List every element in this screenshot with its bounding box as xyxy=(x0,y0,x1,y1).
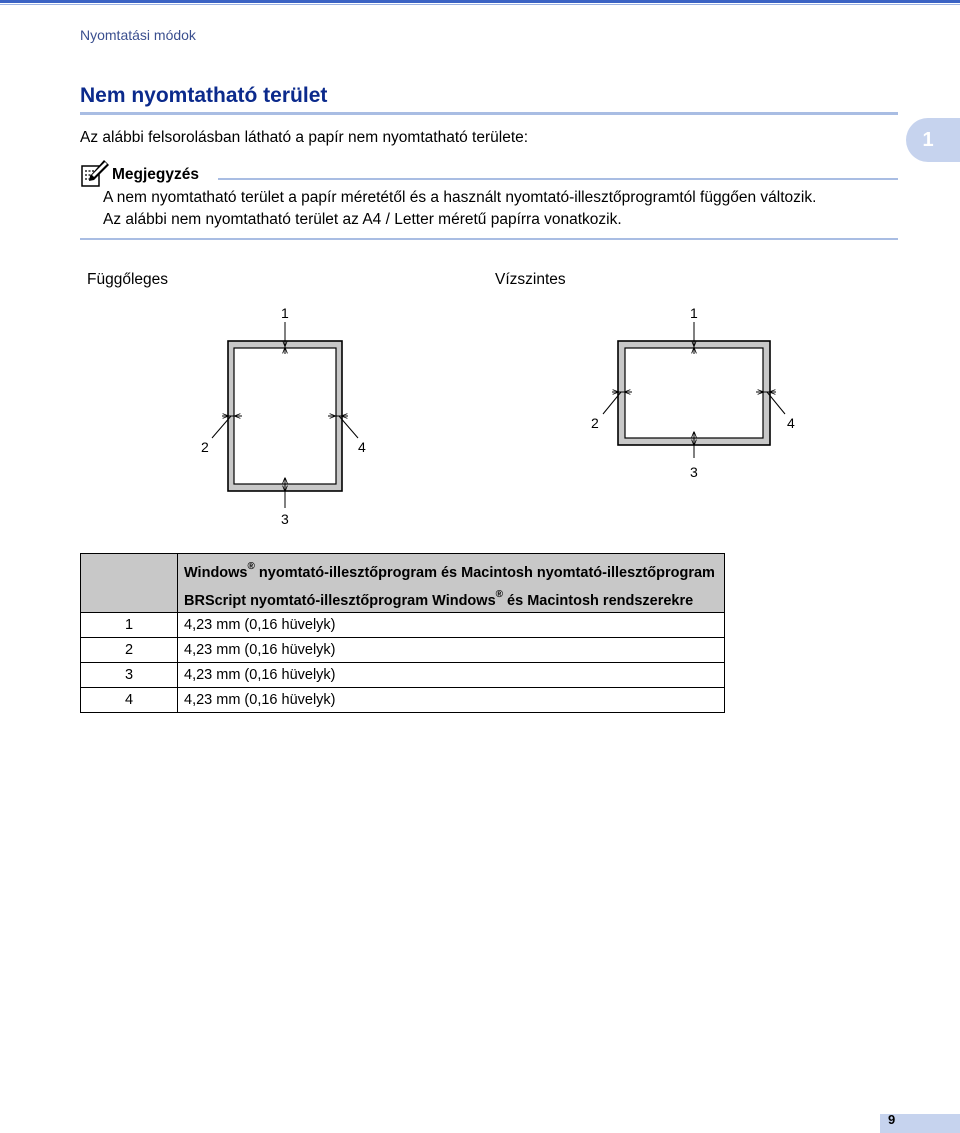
section-title: Nem nyomtatható terület xyxy=(80,84,328,107)
table-row-number: 4 xyxy=(81,687,178,712)
landscape-callout-2: 2 xyxy=(591,415,599,431)
portrait-label: Függőleges xyxy=(87,271,169,288)
table-row xyxy=(81,662,725,687)
table-header-row xyxy=(81,554,725,613)
table-row-number: 3 xyxy=(81,662,178,687)
table-row-value: 4,23 mm (0,16 hüvelyk) xyxy=(178,662,725,687)
table-header-driver-2: BRScript nyomtató-illesztőprogram Windows® és Macintosh rendszerekre xyxy=(184,588,694,609)
landscape-page xyxy=(618,341,770,445)
page-number: 9 xyxy=(888,1112,896,1127)
intro-text: Az alábbi felsorolásban látható a papír nem nyomtatható területe: xyxy=(80,129,529,146)
note-title: Megjegyzés xyxy=(112,166,200,183)
portrait-callout-2: 2 xyxy=(201,439,209,455)
table-row-value: 4,23 mm (0,16 hüvelyk) xyxy=(178,637,725,662)
table-row-number: 1 xyxy=(81,612,178,637)
table-row xyxy=(81,612,725,637)
portrait-callout-4: 4 xyxy=(358,439,366,455)
table-row xyxy=(81,687,725,712)
landscape-callout-4: 4 xyxy=(787,415,795,431)
table-row-value: 4,23 mm (0,16 hüvelyk) xyxy=(178,687,725,712)
table-header-driver-1: Windows® nyomtató-illesztőprogram és Macintosh nyomtató-illesztőprogram xyxy=(184,561,715,581)
table-header-empty-cell xyxy=(81,554,178,613)
portrait-page xyxy=(228,341,342,491)
unprintable-area-table xyxy=(80,553,725,713)
table-row xyxy=(81,637,725,662)
landscape-label: Vízszintes xyxy=(495,271,566,288)
portrait-callout-3: 3 xyxy=(281,511,289,527)
landscape-callout-3: 3 xyxy=(690,464,698,480)
table-row-value: 4,23 mm (0,16 hüvelyk) xyxy=(178,612,725,637)
portrait-callout-1: 1 xyxy=(281,305,289,321)
note-text-line-1: A nem nyomtatható terület a papír méretétől és a használt nyomtató-illesztőprogramtól függően változik. xyxy=(103,189,817,206)
table-row-number: 2 xyxy=(81,637,178,662)
table-header-cell xyxy=(178,554,725,613)
margin-diagram xyxy=(0,0,960,540)
running-header: Nyomtatási módok xyxy=(80,27,196,43)
note-text-line-2: Az alábbi nem nyomtatható terület az A4 / Letter méretű papírra vonatkozik. xyxy=(103,211,622,228)
chapter-number: 1 xyxy=(922,128,934,151)
landscape-callout-1: 1 xyxy=(690,305,698,321)
